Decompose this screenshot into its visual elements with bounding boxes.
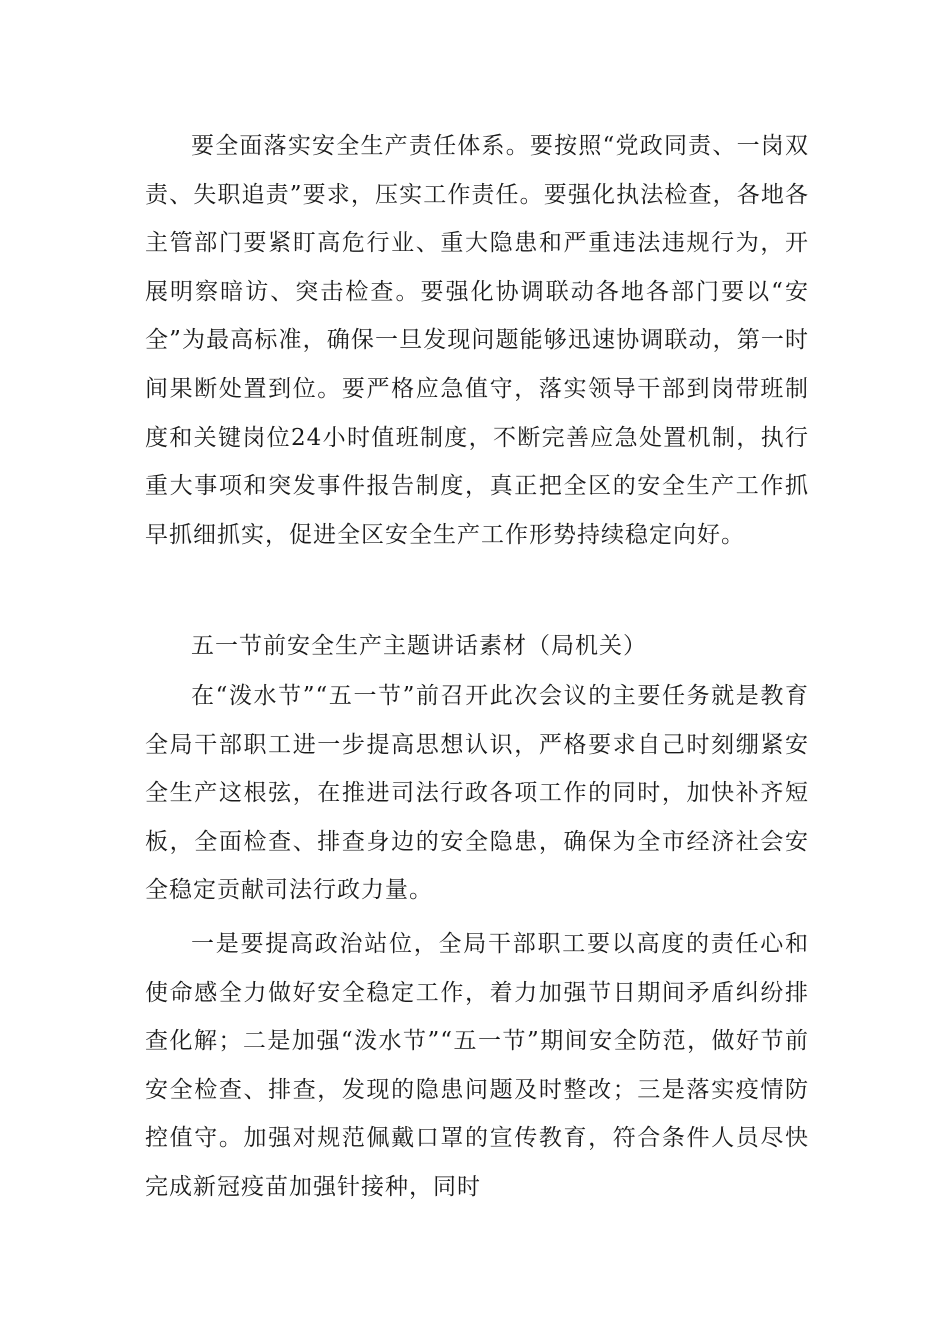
section-title: 五一节前安全生产主题讲话素材（局机关） — [191, 633, 647, 659]
paragraph-measures: 一是要提高政治站位，全局干部职工要以高度的责任心和使命感全力做好安全稳定工作，着力加强节日期间矛盾纠纷排查化解；二是加强“泼水节”“五一节”期间安全防范，做好节前安全检查、排查，发现的隐患问题及时整改；三是落实疫情防控值守。加强对规范佩戴口罩的宣传教育，符合条件人员尽快完成新冠疫苗加强针接种，同时 — [145, 931, 809, 1200]
paragraph-safety-responsibility: 要全面落实安全生产责任体系。要按照“党政同责、一岗双责、失职追责”要求，压实工作责任。要强化执法检查，各地各主管部门要紧盯高危行业、重大隐患和严重违法违规行为，开展明察暗访、突击检查。要强化协调联动各地各部门要以“安全”为最高标准，确保一旦发现问题能够迅速协调联动，第一时间果断处置到位。要严格应急值守，落实领导干部到岗带班制度和关键岗位24小时值班制度，不断完善应急处置机制，执行重大事项和突发事件报告制度，真正把全区的安全生产工作抓早抓细抓实，促进全区安全生产工作形势持续稳定向好。 — [145, 133, 809, 548]
paragraph-meeting-purpose: 在“泼水节”“五一节”前召开此次会议的主要任务就是教育全局干部职工进一步提高思想认识，严格要求自己时刻绷紧安全生产这根弦，在推进司法行政各项工作的同时，加快补齐短板，全面检查、排查身边的安全隐患，确保为全市经济社会安全稳定贡献司法行政力量。 — [145, 683, 809, 904]
